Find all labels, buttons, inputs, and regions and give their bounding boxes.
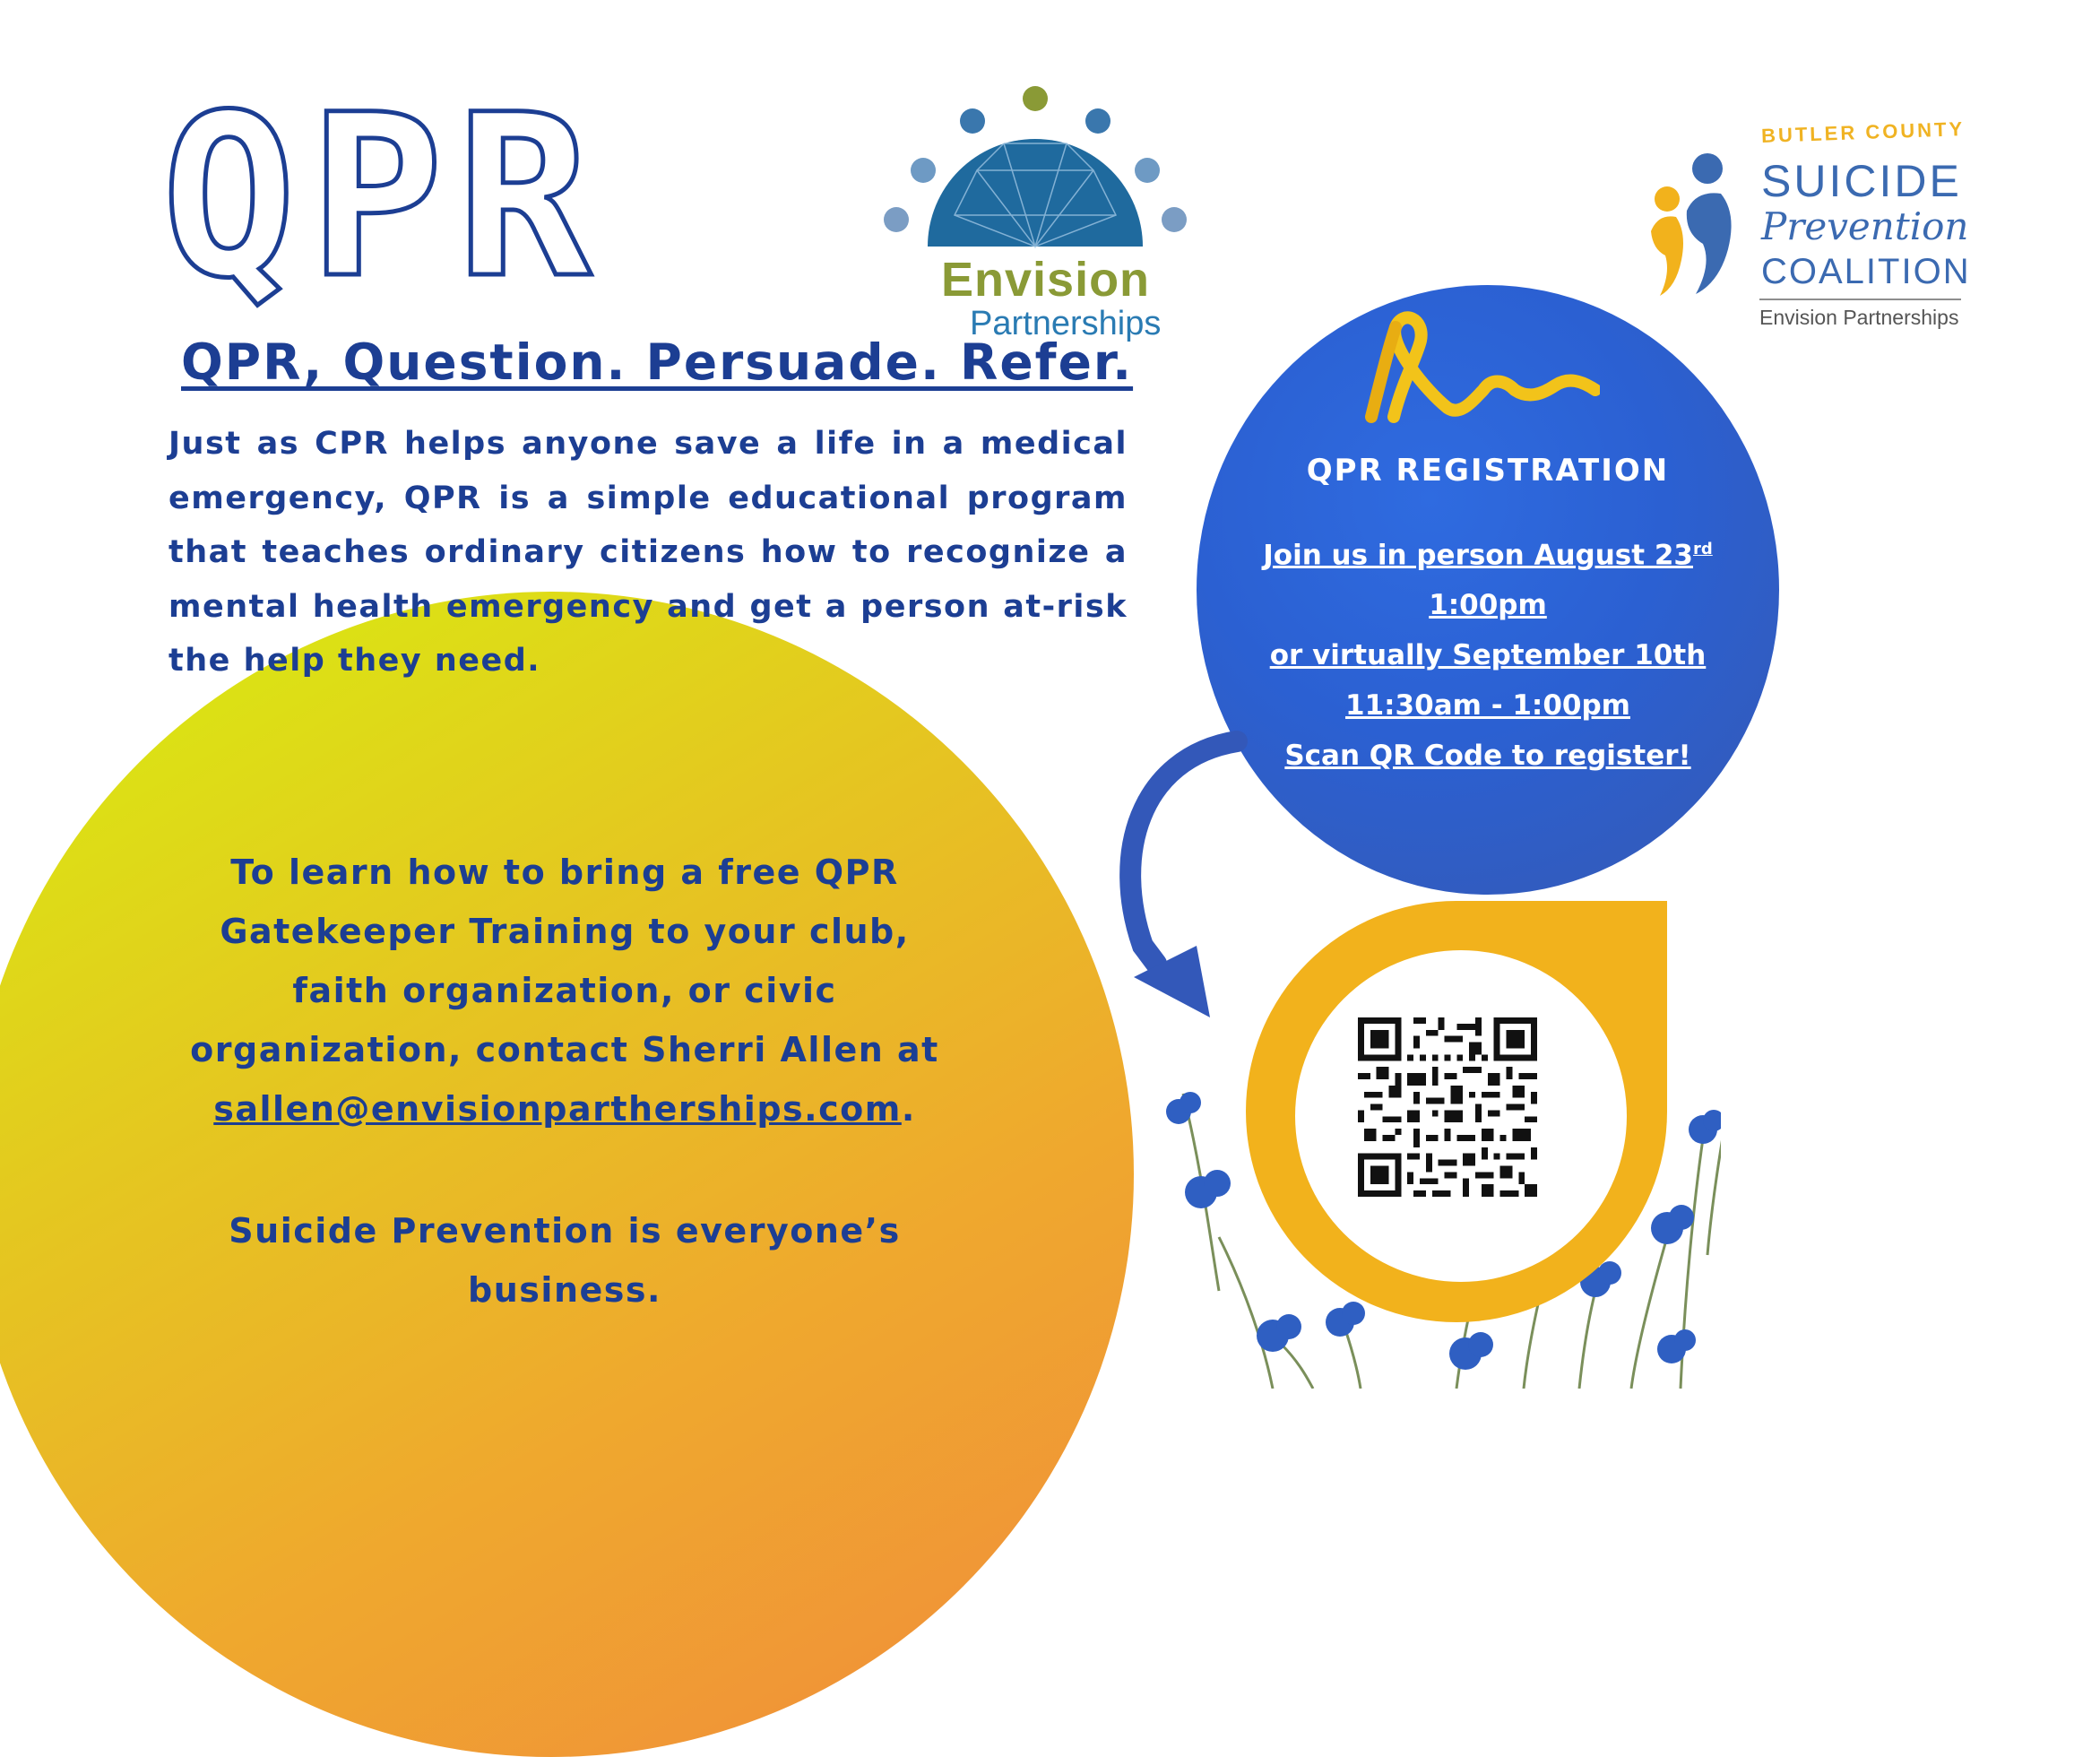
registration-details bbox=[1197, 524, 1779, 781]
contact-email-link[interactable]: sallen@envisionpartherships.com bbox=[213, 1089, 902, 1129]
intro-paragraph: Just as CPR helps anyone save a life in a medical emergency, QPR is a simple educational program that teaches ordinary citizens how to recognize a mental health emergency and get a person at-risk the help they need. bbox=[169, 426, 1128, 679]
envision-dome-icon bbox=[869, 72, 1246, 269]
registration-in-person-date[interactable]: Join us in person August 23 bbox=[1263, 539, 1693, 572]
coalition-line2: Prevention bbox=[1761, 204, 1969, 248]
registration-virtual-time[interactable]: 11:30am - 1:00pm bbox=[1345, 689, 1630, 723]
contact-paragraph bbox=[188, 843, 941, 1138]
envision-logo-sub: Partnerships bbox=[970, 305, 1162, 342]
registration-virtual-date[interactable]: or virtually September 10th bbox=[1269, 639, 1707, 672]
tagline: Suicide Prevention is everyone’s business. bbox=[229, 1211, 901, 1310]
envision-partnerships-logo bbox=[869, 72, 1246, 341]
coalition-line1: SUICIDE bbox=[1761, 156, 1962, 206]
registration-scan-instruction[interactable]: Scan QR Code to register! bbox=[1284, 740, 1691, 773]
envision-logo-name: Envision bbox=[941, 253, 1151, 307]
awareness-ribbon-icon bbox=[1340, 305, 1600, 430]
page-title: QPR bbox=[161, 66, 604, 327]
contact-text: To learn how to bring a free QPR Gatekeeper Training to your club, faith organization, or civic organization, contact Sherri Allen at bbox=[190, 853, 939, 1069]
gradient-semicircle bbox=[0, 592, 1134, 1757]
registration-in-person-time[interactable]: 1:00pm bbox=[1429, 589, 1547, 622]
coalition-line3: COALITION bbox=[1761, 252, 1971, 291]
coalition-parent: Envision Partnerships bbox=[1759, 306, 1959, 329]
coalition-divider bbox=[1759, 299, 1961, 300]
butler-county-coalition-logo bbox=[1640, 117, 1972, 336]
registration-qr-code[interactable] bbox=[1358, 1017, 1537, 1197]
qpr-subtitle: QPR, Question. Persuade. Refer. bbox=[181, 333, 1134, 391]
coalition-county: BUTLER COUNTY bbox=[1760, 117, 1966, 147]
registration-date-suffix: rd bbox=[1693, 540, 1713, 558]
registration-title: QPR REGISTRATION bbox=[1306, 453, 1670, 489]
two-people-comma-icon bbox=[1640, 143, 1748, 305]
contact-email-suffix: . bbox=[901, 1089, 916, 1129]
